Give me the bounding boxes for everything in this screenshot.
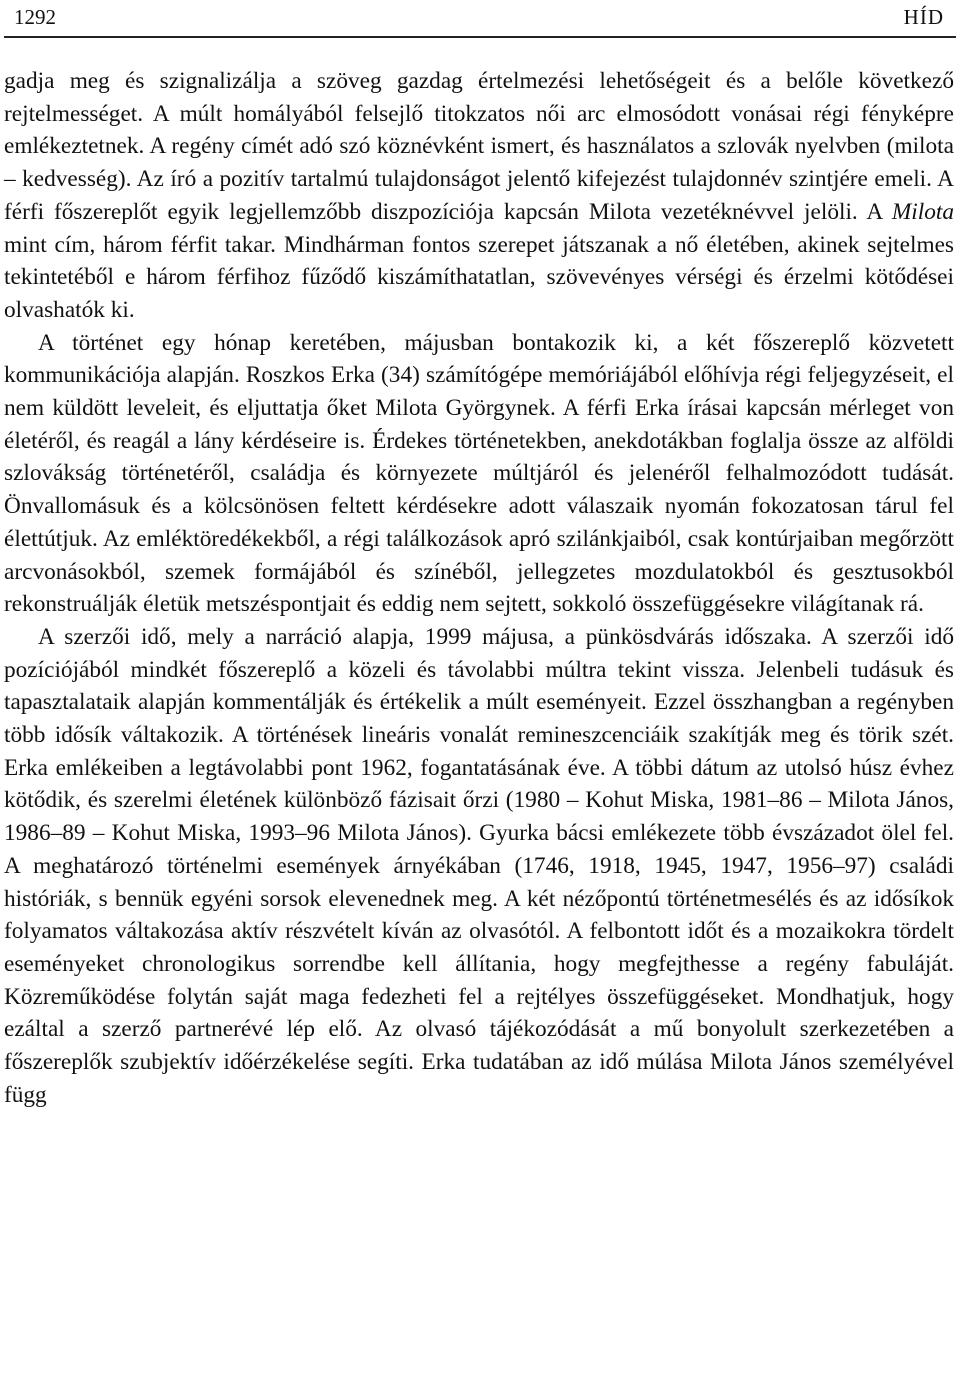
paragraph-1-text-cont: mint cím, három férfit takar. Mindhárman fontos szerepet játszanak a nő életében, akinek sejtelmes tekintetéből e három férfihoz fűződő kiszámíthatatlan, szövevényes vérségi és érzelmi kötődései olvashatók ki. [4, 231, 954, 323]
running-head: HÍD [903, 5, 944, 29]
paragraph-3: A szerzői idő, mely a narráció alapja, 1999 májusa, a pünkösdvárás időszaka. A szerzői idő pozíciójából mindkét főszereplő a közeli és távolabbi múltra tekint vissza. Jelenbeli tudásuk és tapasztalataik alapján kommentálják és értékelik a múlt eseményeit. Ezzel összhangban a regényben több idősík váltakozik. A történések lineáris vonalát remineszcenciáik szakítják meg és törik szét. Erka emlékeiben a legtávolabbi pont 1962, fogantatásának éve. A többi dátum az utolsó húsz évhez kötődik, és szerelmi életének különböző fázisait őrzi (1980 – Kohut Miska, 1981–86 – Milota János, 1986–89 – Kohut Miska, 1993–96 Milota János). Gyurka bácsi emlékezete több évszázadot ölel fel. A meghatározó történelmi események árnyékában (1746, 1918, 1945, 1947, 1956–97) családi históriák, s bennük egyéni sorsok elevenednek meg. A két nézőpontú történetmesélés és az idősíkok folyamatos váltakozása aktív részvételt kíván az olvasótól. A felbontott időt és a mozaikokra tördelt eseményeket chronologikus sorrendbe kell állítania, hogy megfejthesse a regény fabuláját. Közreműködése folytán saját maga fedezheti fel a rejtélyes összefüggéseket. Mondhatjuk, hogy ezáltal a szerző partnerévé lép elő. Az olvasó tájékozódását a mű bonyolult szerkezetében a főszereplők szubjektív időérzékelése segíti. Erka tudatában az idő múlása Milota János személyével függ [4, 623, 954, 1108]
paragraph-2: A történet egy hónap keretében, májusban bontakozik ki, a két főszereplő közvetett kommunikációja alapján. Roszkos Erka (34) számítógépe memóriájából előhívja régi feljegyzéseit, el nem küldött leveleit, és eljuttatja őket Milota Györgynek. A férfi Erka írásai kapcsán mérleget von életéről, és reagál a lány kérdéseire is. Érdekes történetekben, anekdotákban foglalja össze az alföldi szlovákság történetéről, családja és környezete múltjáról és jelenéről felhalmozódott tudását. Önvallomásuk és a kölcsönösen feltett kérdésekre adott válaszaik nyomán fokozatosan tárul fel élettútjuk. Az emléktöredékekből, a régi találkozások apró szilánkjaiból, csak kontúrjaiban megőrzött arcvonásokból, szemek formájából és színéből, jellegzetes mozdulatokból és gesztusokból rekonstruálják életük metszéspontjait és eddig nem sejtett, sokkoló összefüggésekre világítanak rá. [4, 329, 954, 618]
body-text [4, 65, 954, 1112]
page-number: 1292 [14, 5, 56, 29]
paragraph-1-text: gadja meg és szignalizálja a szöveg gazdag értelmezési lehetőségeit és a belőle következő rejtelmességet. A múlt homályából felsejlő titokzatos női arc elmosódott vonásai régi fényképre emlékeztetnek. A regény címét adó szó köznévként ismert, és használatos a szlovák nyelvben (milota – kedvesség). Az író a pozitív tartalmú tulajdonságot jelentő kifejezést tulajdonnév szintjére emeli. A férfi főszereplőt egyik legjellemzőbb diszpozíciója kapcsán Milota vezetéknévvel jelöli. A [4, 68, 954, 225]
italic-title: Milota [891, 198, 954, 225]
header-rule [4, 36, 956, 38]
paragraph-1 [4, 65, 954, 327]
page-header [6, 0, 954, 34]
